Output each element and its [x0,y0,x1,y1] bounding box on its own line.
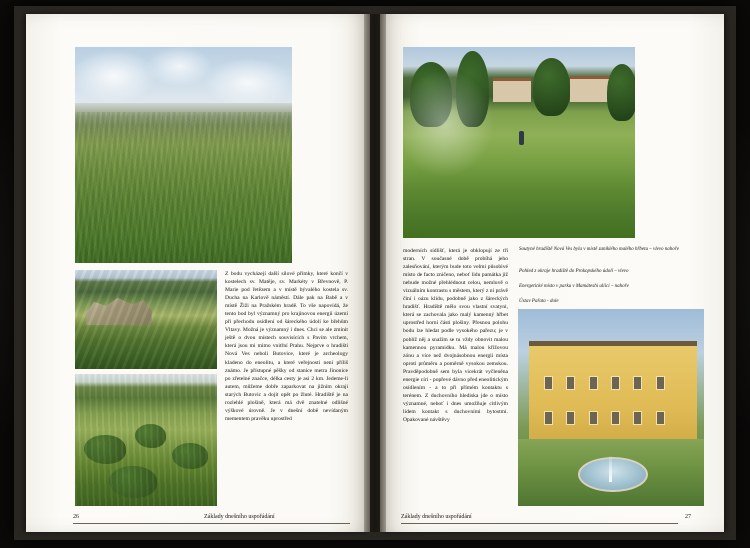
window-shape [611,376,620,390]
valley-texture [75,270,217,369]
window-shape [544,376,553,390]
right-footer-rule [401,523,678,524]
right-page-body-text: moderních sídlišť, která je obklopují ze tří stran. V současné době probíhá jeho zalesňování, kterým bude toto velmi působivé místo de facto zničeno, neboť lidu památka již nebude možné přehlédnout celou, nemluvě o vizuálním kontrastu s městem, který z ní právě činí i oázu klidu, podobně jako z šáreckých hradišť. Hradiště mělo svou vlastní svatyni, která se zachovala jako malý kamenný hřbet uprostřed horní části plošiny. Přesnou polohu bodu lze hledat podle vysokého pařezu; je v poblíž něj a snažím se tu vždy obnovit malou kamennou pyramidku. Má malou křížovou zónu a více než dvojnásobnou energii místa oproti průměru a poměrně vysokou zemskou. Pravděpodobně sem byla vicekrát vyčleněna energie círi - popřevé dávno před eneolitickým osídlením - a to při přímém kontaktu s terénem. Z duchovního hlediska jde o místo významné, neboť i dnes umožňuje citlivým lidem kontakt s duchovními bytostmi. Opakované návštěvy [403,248,508,423]
fountain-jet [609,456,612,482]
photo-green-hill [75,374,217,506]
left-page-number: 26 [73,514,79,520]
right-page-number: 27 [685,514,691,520]
window-shape [611,411,620,425]
caption-3: Energetické místo v parku v Mamáteshi uliici – nahoře [519,284,629,289]
caption-1: Soutyné hradiště Nová Ves byla v místě zaniklého malého hřbetu – vlevo nahoře [519,247,679,252]
window-shape [589,376,598,390]
grass-texture [75,112,292,263]
palace-facade [529,341,696,448]
window-shape [566,411,575,425]
window-shape [633,376,642,390]
open-book [14,6,736,540]
left-footer-rule [73,523,350,524]
caption-2: Pohled z okraje hradiště do Prokopského údolí – vlevo [519,269,629,274]
window-shape [544,411,553,425]
left-running-head: Základy dnešního uspořádání [204,514,275,520]
left-page-body-text: Z bodu vycházejí další silové přímky, které končí v kostelech sv. Matěje, sv. Markéty v Břevnově, P. Marie pod řetězem a v místě bývalého kostela sv. Ducha na Karlově náměstí. Dále pak na Babě a v místě Žiži na Pražském hradě. To vše napovídá, že tento bod byl významný pro krajinovou energii území při přechodu osídlení od šáreckého údolí ke břehům Vltavy. Možná je významný i dnes. Chci se ale zmínit ještě o dvou místech souvisících s Pavím vrchem, která jsou mi mimo vnitřní Prahu. Nejprve o hradišti Nová Ves neboli Butovice, které je archeology kladeno do eneolitu, a které veřejnosti není příliš známo. Je přístupné pěšky od stanice metra Jinonice po zřetelné značce, délka cesty je asi 2 km. Jedeme-li autem, můžeme dobře zaparkovat na jižním okraji starých Butovic a dojít opět po žluté. Hradiště je na rozlehlé plošině, která má dvě znatelné odlišné výškové úrovně. Je v dnešní době nevídaným mementem pravěku uprostřed [225,271,348,422]
right-running-head: Základy dnešního uspořádání [401,514,472,520]
caption-4: Ústav Pařata - dole [519,299,559,304]
book-gutter-shadow [364,14,386,532]
hill-texture [75,374,217,506]
photo-meadow-panorama [75,47,292,263]
lens-haze [403,47,635,238]
photo-valley-cliff [75,270,217,369]
right-page [380,14,724,532]
photo-park-villas [403,47,635,238]
sky-clouds [75,47,292,112]
left-page [26,14,370,532]
window-shape [656,376,665,390]
window-shape [566,376,575,390]
window-shape [633,411,642,425]
window-shape [656,411,665,425]
photo-yellow-palace [518,309,704,506]
window-shape [589,411,598,425]
